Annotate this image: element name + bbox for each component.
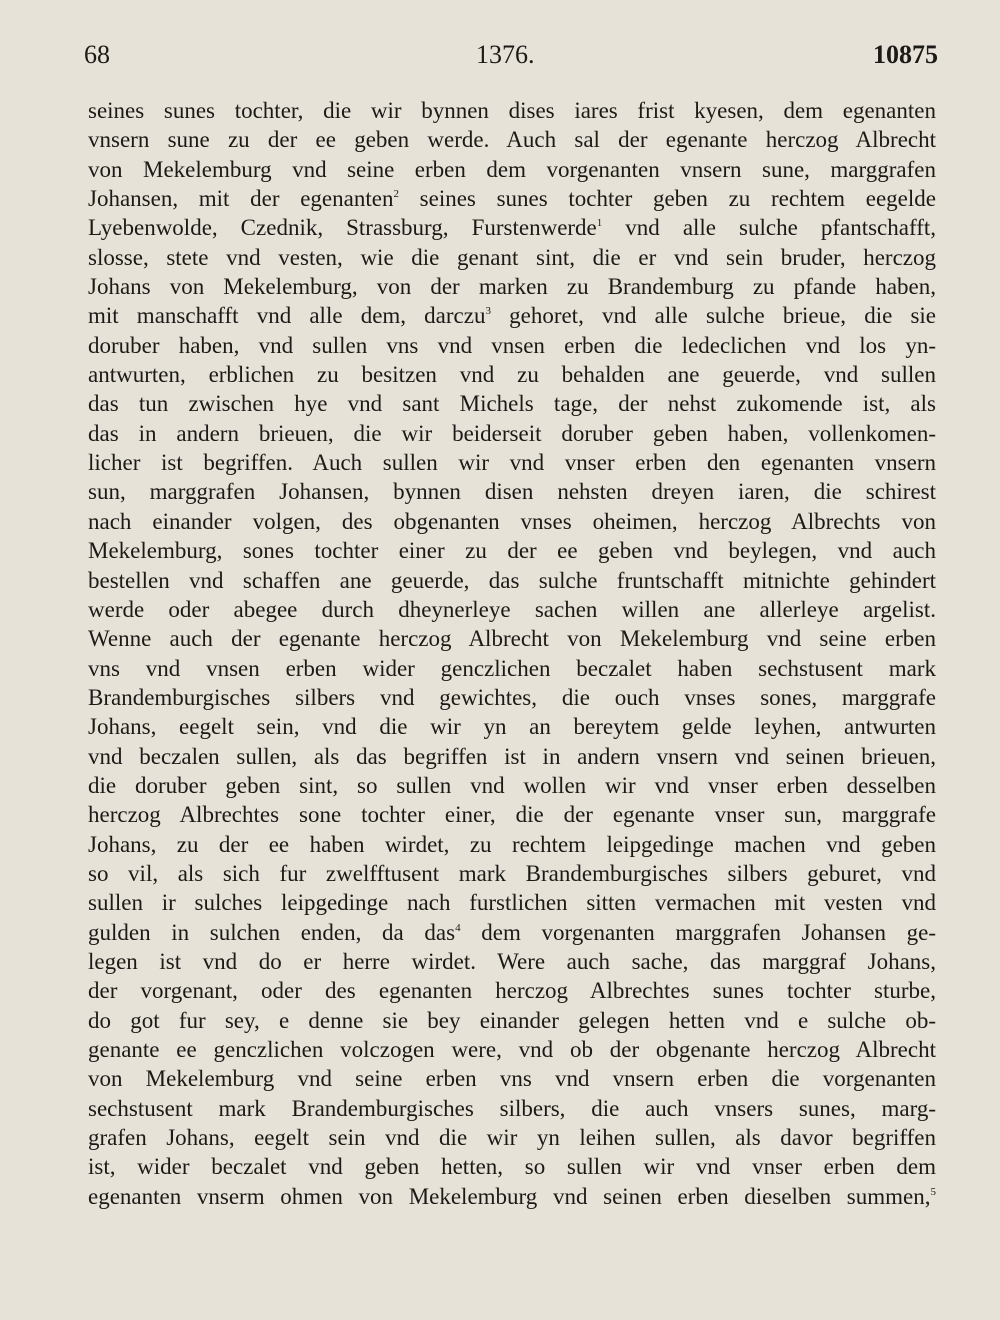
text-segment: Brandemburgisches silbers vnd gewichtes, die ouch vnses sones, marggrafe: [88, 684, 936, 710]
text-line: [88, 742, 936, 771]
text-segment: seines sunes tochter, die wir bynnen dises iares frist kyesen, dem egenanten: [88, 98, 936, 123]
text-segment: sun, marggrafen Johansen, bynnen disen nehsten dreyen iaren, die schirest: [88, 479, 936, 505]
text-segment: Johans, eegelt sein, vnd die wir yn an bereytem gelde leyhen, antwurten: [88, 714, 936, 740]
text-segment: so vil, als sich fur zwelfftusent mark Brandemburgisches silbers geburet, vnd: [88, 860, 936, 886]
text-line: [88, 1064, 936, 1093]
footnote-marker: 3: [485, 305, 491, 318]
page-header: [84, 40, 938, 80]
text-segment: doruber haben, vnd sullen vns vnd vnsen erben die ledeclichen vnd los yn-: [88, 332, 936, 358]
text-segment: Johans von Mekelemburg, von der marken zu Brandemburg zu pfande haben,: [88, 274, 936, 300]
text-line: [88, 1182, 936, 1211]
document-year: 1376.: [476, 40, 535, 69]
text-segment: das tun zwischen hye vnd sant Michels tage, der nehst zukomende ist, als: [88, 391, 936, 417]
text-segment: bestellen vnd schaffen ane geuerde, das sulche fruntschafft mitnichte gehindert: [88, 567, 936, 593]
text-segment: grafen Johans, eegelt sein vnd die wir yn leihen sullen, als davor begriffen: [88, 1125, 936, 1151]
text-segment: licher ist begriffen. Auch sullen wir vnd vnser erben den egenanten vnsern: [88, 450, 936, 476]
text-line: [88, 918, 936, 947]
footnote-marker: 5: [930, 1185, 936, 1198]
text-segment: gehoret, vnd alle sulche brieue, die sie: [490, 303, 936, 329]
text-line: [88, 1035, 936, 1064]
text-segment: dem vorgenanten marggrafen Johansen ge-: [460, 919, 936, 945]
text-line: [88, 184, 936, 213]
footnote-marker: 2: [393, 188, 399, 201]
text-segment: die doruber geben sint, so sullen vnd wollen wir vnd vnser erben desselben: [88, 772, 936, 798]
text-line: [88, 331, 936, 360]
text-segment: von Mekelemburg vnd seine erben vns vnd vnsern erben die vorgenanten: [88, 1066, 936, 1092]
text-segment: seines sunes tochter geben zu rechtem eegelde: [398, 186, 936, 212]
text-segment: vns vnd vnsen erben wider genczlichen beczalet haben sechstusent mark: [88, 655, 936, 681]
text-line: [88, 1094, 936, 1123]
text-segment: vnd beczalen sullen, als das begriffen ist in andern vnsern vnd seinen brieuen,: [88, 743, 936, 769]
text-line: [88, 712, 936, 741]
text-segment: der vorgenant, oder des egenanten herczog Albrechtes sunes tochter sturbe,: [88, 978, 936, 1004]
text-line: [88, 976, 936, 1005]
text-line: [88, 888, 936, 917]
text-line: [88, 272, 936, 301]
text-segment: antwurten, erblichen zu besitzen vnd zu behalden ane geuerde, vnd sullen: [88, 362, 936, 388]
text-segment: genante ee genczlichen volczogen were, vnd ob der obgenante herczog Albrecht: [88, 1037, 936, 1062]
text-line: [88, 566, 936, 595]
text-segment: Johansen, mit der egenanten: [88, 186, 394, 212]
text-line: [88, 389, 936, 418]
page-number: 68: [84, 40, 110, 69]
text-line: [88, 301, 936, 330]
text-line: [88, 947, 936, 976]
text-line: [88, 213, 936, 242]
text-line: [88, 595, 936, 624]
text-line: [88, 1123, 936, 1152]
text-line: [88, 771, 936, 800]
text-segment: egenanten vnserm ohmen von Mekelemburg vnd seinen erben dieselben summen,: [88, 1183, 931, 1209]
text-line: [88, 1152, 936, 1181]
document-number: 10875: [873, 40, 938, 69]
text-segment: gulden in sulchen enden, da das: [88, 919, 456, 945]
text-line: [88, 360, 936, 389]
footnote-marker: 1: [596, 217, 603, 230]
text-line: [88, 419, 936, 448]
text-segment: legen ist vnd do er herre wirdet. Were auch sache, das marggraf Johans,: [88, 948, 936, 974]
text-line: [88, 507, 936, 536]
text-line: [88, 477, 936, 506]
text-segment: Mekelemburg, sones tochter einer zu der ee geben vnd beylegen, vnd auch: [88, 538, 936, 564]
text-segment: ist, wider beczalet vnd geben hetten, so sullen wir vnd vnser erben dem: [88, 1154, 936, 1180]
text-line: [88, 125, 936, 154]
text-line: [88, 800, 936, 829]
text-segment: mit manschafft vnd alle dem, darczu: [88, 303, 486, 329]
footnote-marker: 4: [455, 921, 461, 934]
text-line: [88, 830, 936, 859]
text-line: [88, 859, 936, 888]
text-segment: sullen ir sulches leipgedinge nach furstlichen sitten vermachen mit vesten vnd: [88, 890, 936, 916]
text-line: [88, 683, 936, 712]
text-line: [88, 448, 936, 477]
text-line: [88, 243, 936, 272]
text-segment: vnd alle sulche pfantschafft,: [602, 215, 936, 241]
text-line: [88, 536, 936, 565]
text-segment: Lyebenwolde, Czednik, Strassburg, Furstenwerde: [88, 215, 597, 241]
text-segment: do got fur sey, e denne sie bey einander gelegen hetten vnd e sulche ob-: [88, 1007, 936, 1033]
text-segment: werde oder abegee durch dheynerleye sachen willen ane allerleye argelist.: [88, 596, 936, 622]
text-line: [88, 155, 936, 184]
text-line: [88, 96, 936, 125]
text-segment: das in andern brieuen, die wir beiderseit doruber geben haben, vollenkomen-: [88, 420, 936, 446]
text-segment: vnsern sune zu der ee geben werde. Auch sal der egenante herczog Albrecht: [88, 127, 936, 153]
text-line: [88, 624, 936, 653]
text-segment: von Mekelemburg vnd seine erben dem vorgenanten vnsern sune, marggrafen: [88, 156, 936, 182]
text-segment: slosse, stete vnd vesten, wie die genant sint, die er vnd sein bruder, herczog: [88, 244, 936, 270]
text-segment: herczog Albrechtes sone tochter einer, die der egenante vnser sun, marggrafe: [88, 802, 936, 828]
text-segment: Johans, zu der ee haben wirdet, zu rechtem leipgedinge machen vnd geben: [88, 831, 936, 857]
text-segment: Wenne auch der egenante herczog Albrecht von Mekelemburg vnd seine erben: [88, 626, 936, 652]
text-line: [88, 1006, 936, 1035]
text-segment: sechstusent mark Brandemburgisches silbers, die auch vnsers sunes, marg-: [88, 1095, 936, 1121]
body-text: [88, 96, 936, 1211]
text-line: [88, 654, 936, 683]
text-segment: nach einander volgen, des obgenanten vnses oheimen, herczog Albrechts von: [88, 508, 936, 534]
